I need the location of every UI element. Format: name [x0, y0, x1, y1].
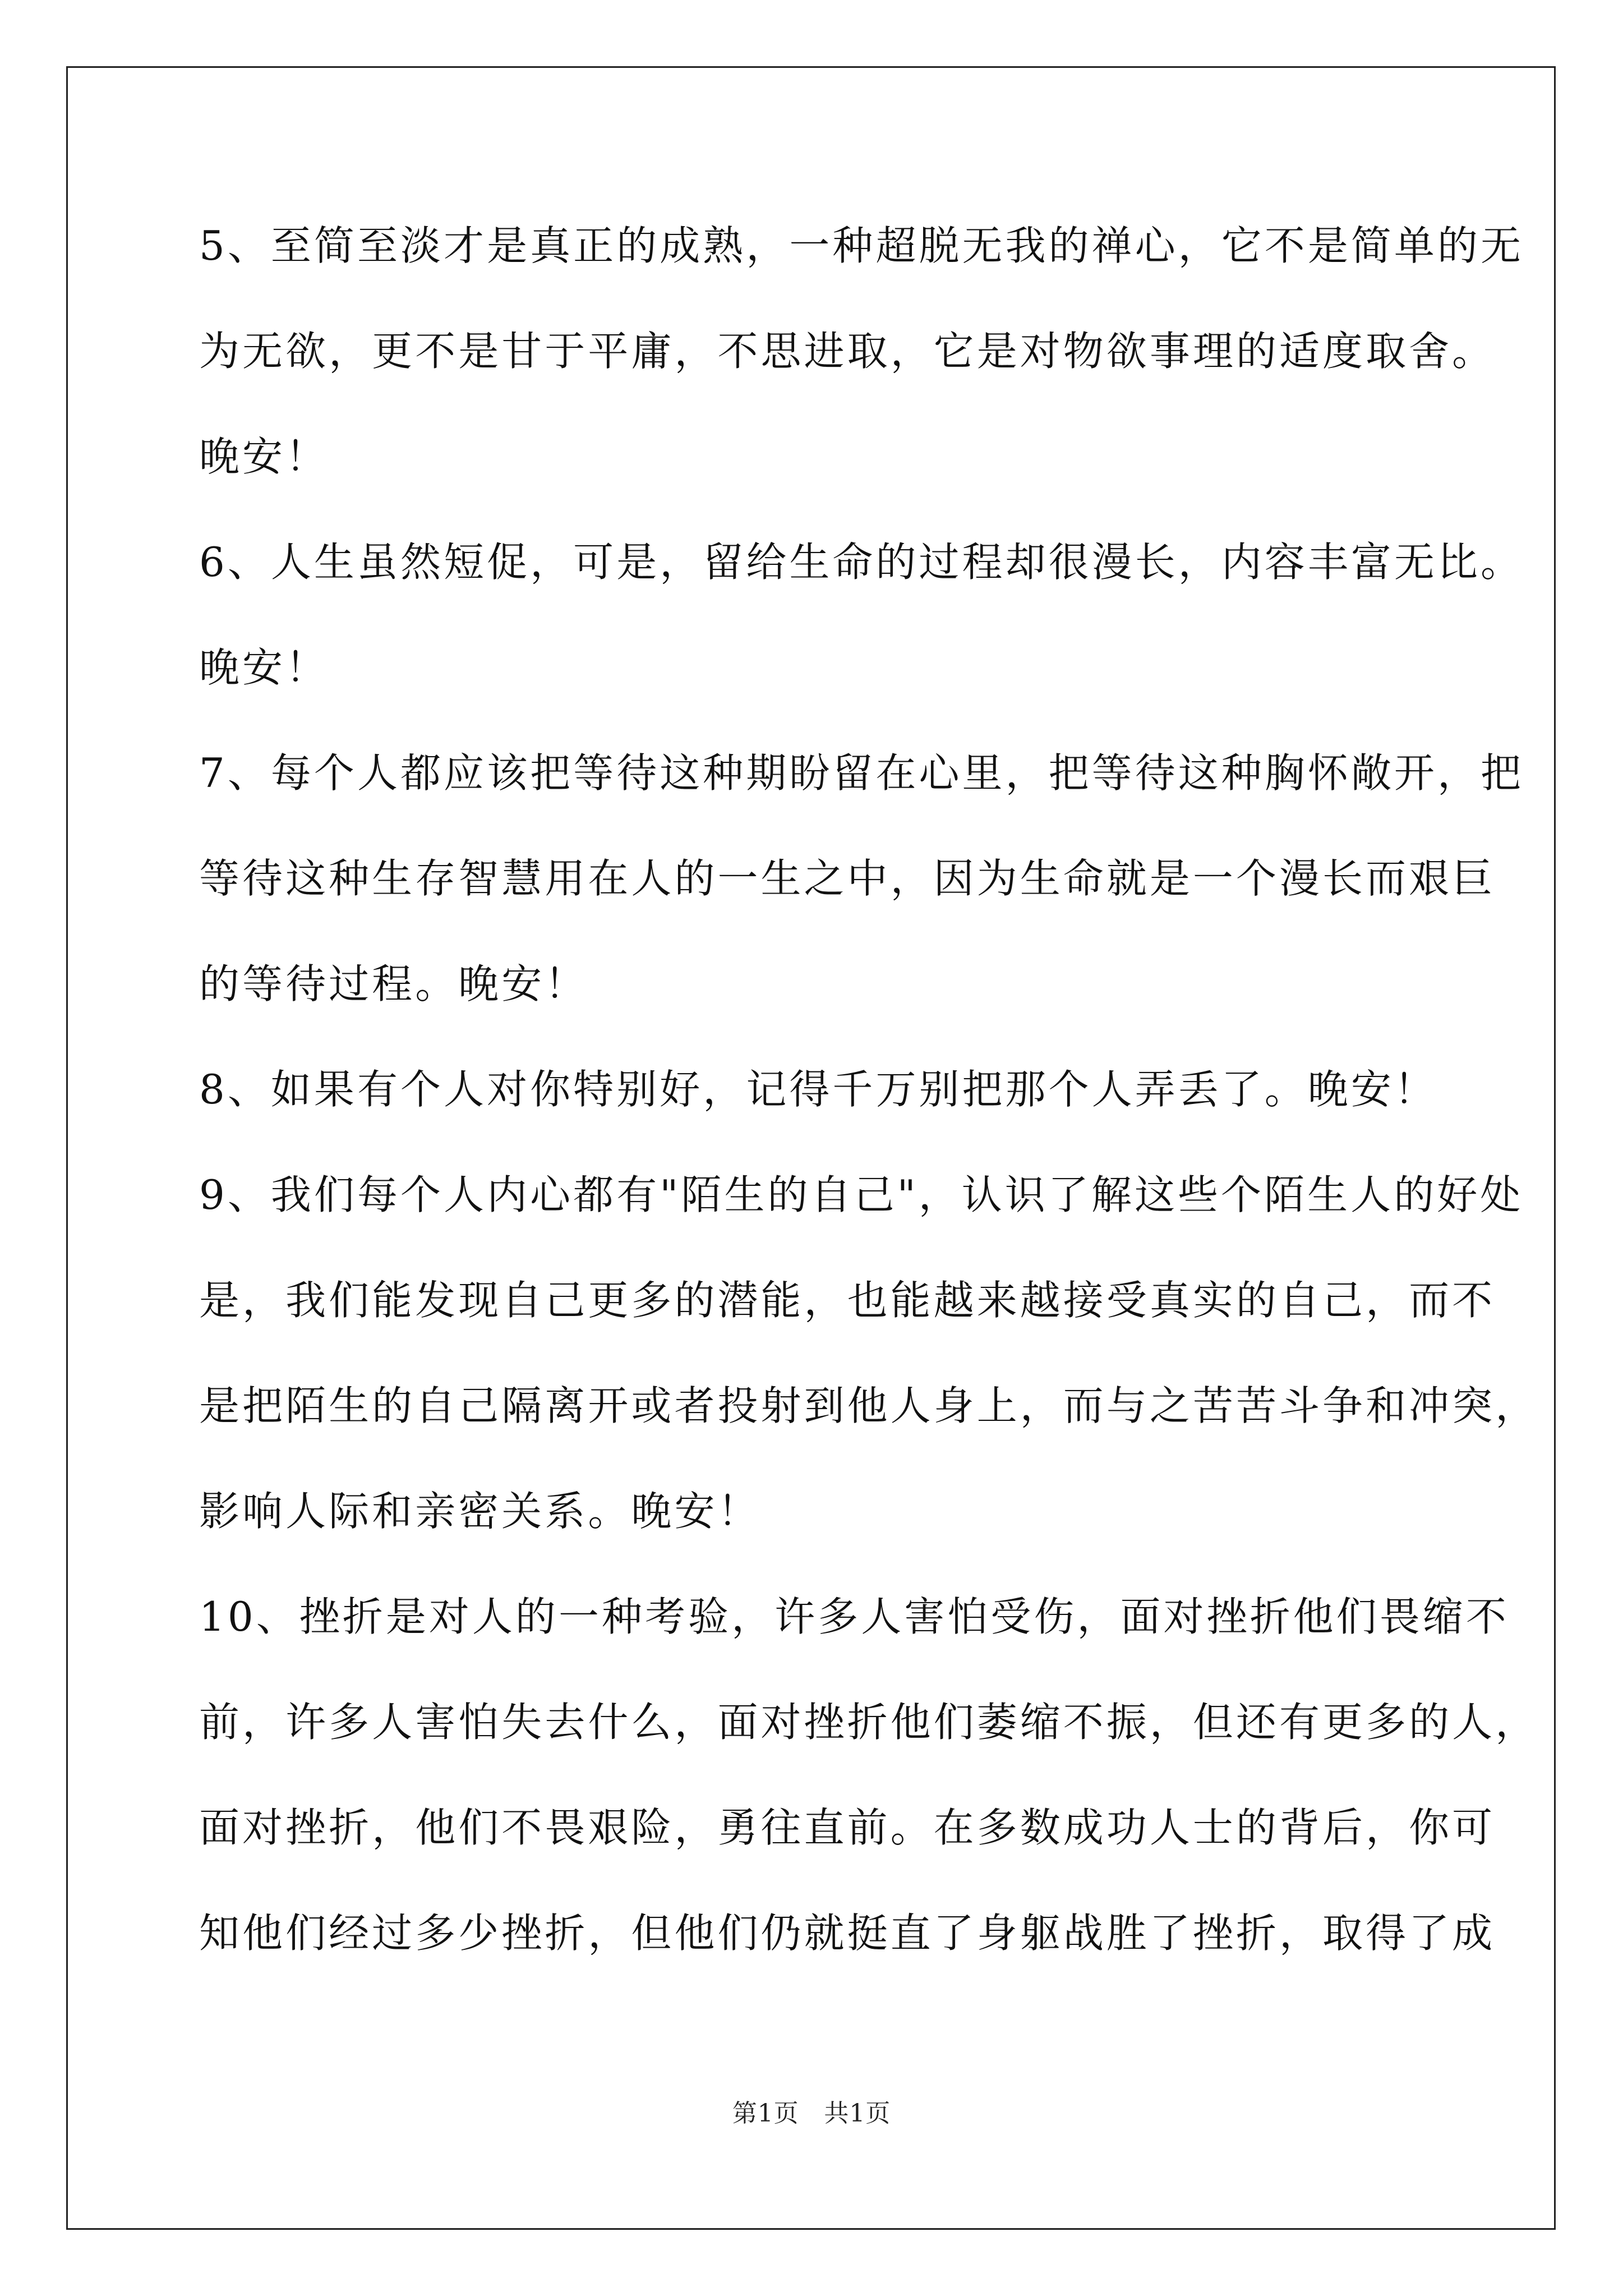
text-line-5: 晚安！ [199, 644, 329, 691]
text-line-12: 是把陌生的自己隔离开或者投射到他人身上，而与之苦苦斗争和冲突， [199, 1382, 1539, 1429]
text-line-13: 影响人际和亲密关系。晚安！ [199, 1488, 761, 1535]
text-line-11: 是，我们能发现自己更多的潜能，也能越来越接受真实的自己，而不 [199, 1277, 1496, 1324]
text-line-9: 8、如果有个人对你特别好，记得千万别把那个人弄丢了。晚安！ [199, 1066, 1437, 1113]
page-frame [66, 66, 1556, 2230]
text-line-17: 知他们经过多少挫折，但他们仍就挺直了身躯战胜了挫折，取得了成 [199, 1910, 1496, 1957]
text-line-4: 6、人生虽然短促，可是，留给生命的过程却很漫长，内容丰富无比。 [199, 539, 1524, 586]
text-line-6: 7、每个人都应该把等待这种期盼留在心里，把等待这种胸怀敞开，把 [199, 749, 1524, 797]
text-line-3: 晚安！ [199, 433, 329, 480]
text-line-1: 5、至简至淡才是真正的成熟，一种超脱无我的禅心，它不是简单的无 [199, 222, 1524, 269]
text-line-14: 10、挫折是对人的一种考验，许多人害怕受伤，面对挫折他们畏缩不 [199, 1593, 1509, 1640]
text-line-2: 为无欲，更不是甘于平庸，不思进取，它是对物欲事理的适度取舍。 [199, 328, 1496, 375]
text-line-10: 9、我们每个人内心都有"陌生的自己"，认识了解这些个陌生人的好处 [199, 1171, 1524, 1218]
text-line-8: 的等待过程。晚安！ [199, 960, 588, 1007]
text-line-7: 等待这种生存智慧用在人的一生之中，因为生命就是一个漫长而艰巨 [199, 855, 1496, 902]
text-line-16: 面对挫折，他们不畏艰险，勇往直前。在多数成功人士的背后，你可 [199, 1804, 1496, 1851]
page-footer: 第1页 共1页 [732, 2099, 891, 2128]
text-line-15: 前，许多人害怕失去什么，面对挫折他们萎缩不振，但还有更多的人， [199, 1699, 1539, 1746]
